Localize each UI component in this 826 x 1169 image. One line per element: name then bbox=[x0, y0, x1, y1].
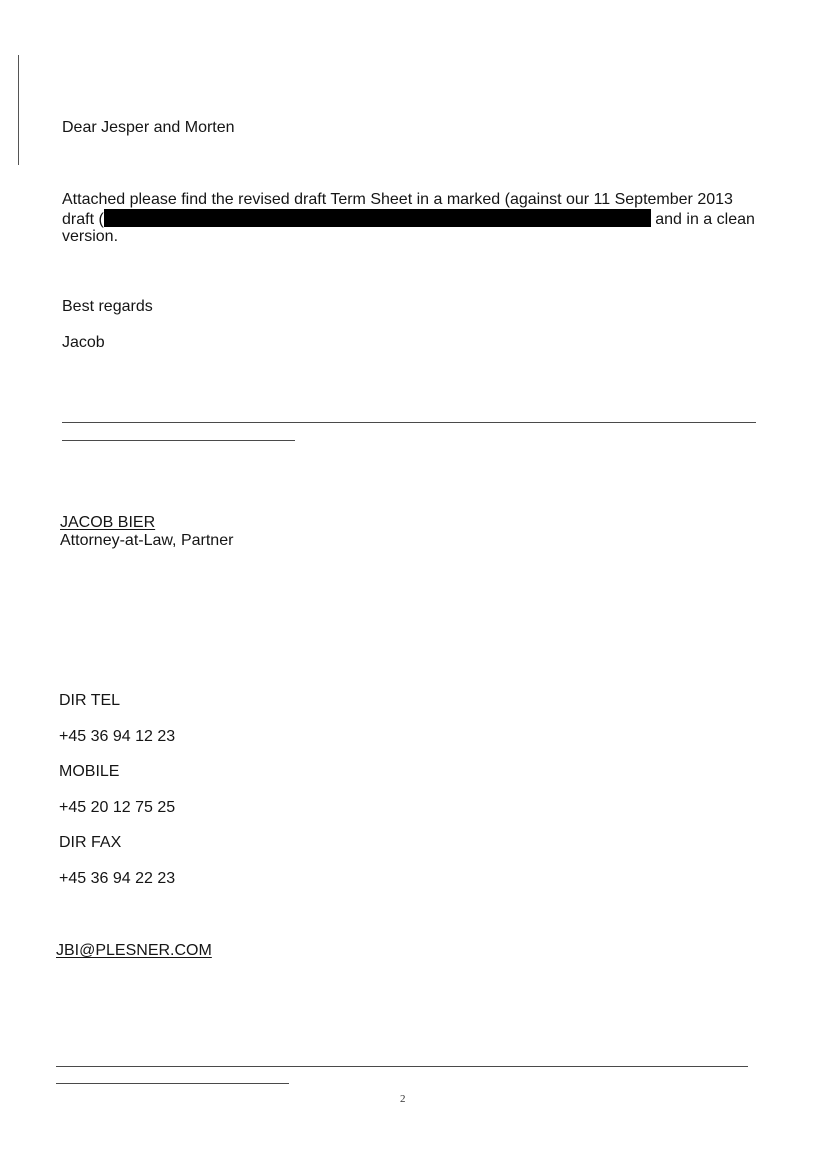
redaction-block bbox=[104, 209, 651, 227]
mobile-label: MOBILE bbox=[59, 763, 120, 780]
signature-divider-long bbox=[62, 422, 756, 423]
email-body-line-2-end: and in a clean bbox=[655, 211, 755, 228]
footer-divider-short bbox=[56, 1083, 289, 1084]
mobile-value: +45 20 12 75 25 bbox=[59, 799, 176, 816]
email-body-line-1: Attached please find the revised draft Term Sheet in a marked (against our 11 September 2013 bbox=[62, 191, 733, 208]
signature-divider-short bbox=[62, 440, 295, 441]
dir-fax-label: DIR FAX bbox=[59, 834, 122, 851]
signature-name: JACOB BIER bbox=[60, 514, 156, 531]
email-address-link[interactable]: JBI@PLESNER.COM bbox=[56, 942, 212, 959]
footer-divider-long bbox=[56, 1066, 748, 1067]
email-closing: Best regards bbox=[62, 298, 153, 315]
sender-first-name: Jacob bbox=[62, 334, 105, 351]
dir-tel-value: +45 36 94 12 23 bbox=[59, 728, 176, 745]
email-body-line-2 bbox=[62, 209, 755, 229]
scan-artifact-mark bbox=[18, 55, 19, 165]
dir-fax-value: +45 36 94 22 23 bbox=[59, 870, 176, 887]
email-body-line-3: version. bbox=[62, 228, 119, 245]
signature-title: Attorney-at-Law, Partner bbox=[60, 532, 234, 549]
email-greeting: Dear Jesper and Morten bbox=[62, 119, 235, 136]
page-number: 2 bbox=[400, 1093, 406, 1105]
email-body-line-2-start: draft ( bbox=[62, 211, 104, 228]
dir-tel-label: DIR TEL bbox=[59, 692, 121, 709]
